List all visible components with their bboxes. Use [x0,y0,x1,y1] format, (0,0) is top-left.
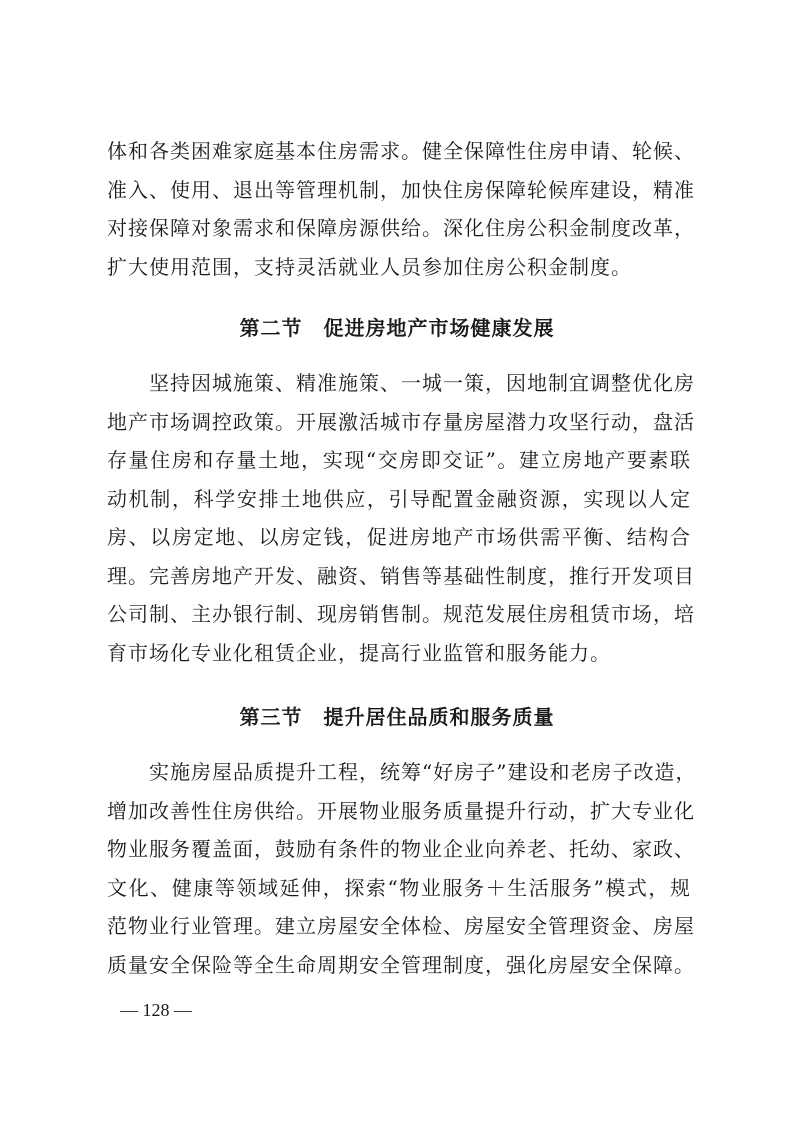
section-heading-2: 第二节 促进房地产市场健康发展 [239,316,555,340]
text-line: 育市场化专业化租赁企业，提高行业监管和服务能力。 [107,640,611,665]
text-line: 实施房屋品质提升工程，统筹“好房子”建设和老房子改造， [149,760,697,784]
text-line: 地产市场调控政策。开展激活城市存量房屋潜力攻坚行动，盘活 [107,409,695,434]
text-line: 文化、健康等领域延伸，探索“物业服务＋生活服务”模式，规 [107,875,691,900]
text-line: 范物业行业管理。建立房屋安全体检、房屋安全管理资金、房屋 [107,914,695,938]
text-line: 物业服务覆盖面，鼓励有条件的物业企业向养老、托幼、家政、 [107,837,695,861]
text-line: 准入、使用、退出等管理机制，加快住房保障轮候库建设，精准 [107,177,695,202]
text-line: 增加改善性住房供给。开展物业服务质量提升行动，扩大专业化 [107,798,695,823]
section-heading-3: 第三节 提升居住品质和服务质量 [239,705,555,729]
text-line: 扩大使用范围，支持灵活就业人员参加住房公积金制度。 [107,254,632,279]
paragraph-real-estate-market [107,364,695,672]
text-line: 质量安全保险等全生命周期安全管理制度，强化房屋安全保障。 [107,952,695,977]
page-number: — 128 — [120,1000,192,1020]
text-line: 理。完善房地产开发、融资、销售等基础性制度，推行开发项目 [107,563,695,588]
text-line: 公司制、主办银行制、现房销售制。规范发展住房租赁市场，培 [107,602,695,626]
text-line: 对接保障对象需求和保障房源供给。深化住房公积金制度改革， [107,216,695,240]
text-line: 房、以房定地、以房定钱，促进房地产市场供需平衡、结构合 [107,525,691,549]
text-line: 动机制，科学安排土地供应，引导配置金融资源，实现以人定 [107,486,691,511]
text-line: 存量住房和存量土地，实现“交房即交证”。建立房地产要素联 [107,448,691,472]
text-line: 体和各类困难家庭基本住房需求。健全保障性住房申请、轮候、 [107,139,695,163]
paragraph-housing-security [107,132,695,286]
paragraph-living-quality [107,753,697,984]
text-line: 坚持因城施策、精准施策、一城一策，因地制宜调整优化房 [149,371,695,395]
